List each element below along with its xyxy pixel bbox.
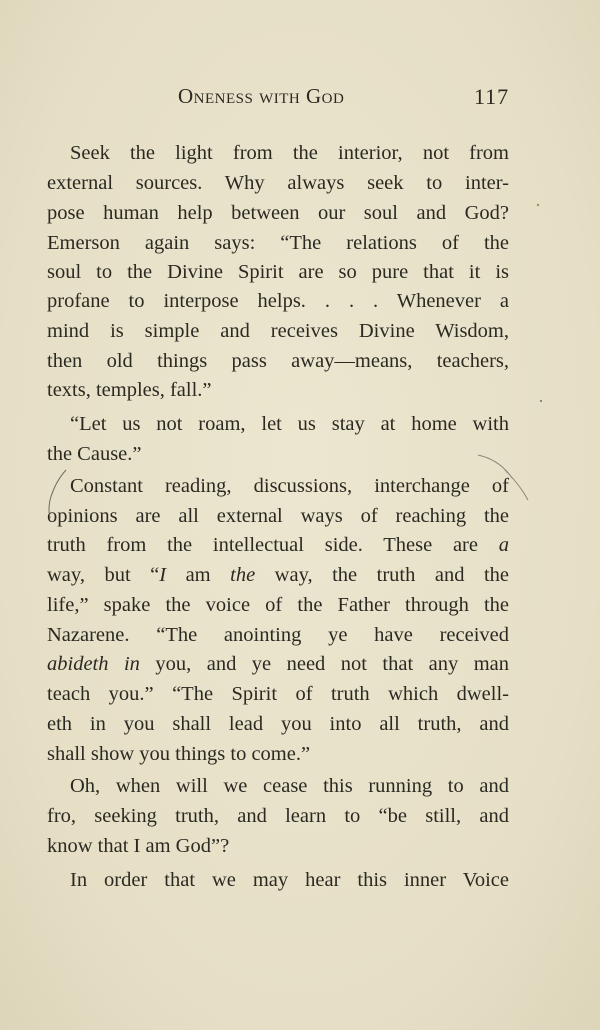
chapter-title: Oneness with God [178, 84, 345, 108]
text-line [47, 228, 509, 258]
text-segment: way, but “ [47, 564, 160, 586]
page-number: 117 [474, 84, 510, 109]
text-segment: In order that we may hear this inner Voice [70, 869, 509, 891]
text-segment: Emerson again says: “The relations of the [47, 232, 509, 254]
text-segment: teach you.” “The Spirit of truth which dwell- [47, 683, 509, 705]
text-line [47, 590, 509, 620]
text-line [47, 530, 509, 560]
italic-text: I [159, 564, 167, 586]
text-line [47, 286, 509, 316]
text-line [47, 316, 509, 346]
text-line [47, 257, 509, 287]
specks [537, 204, 539, 206]
text-segment: Constant reading, discussions, interchange of [70, 475, 509, 497]
italic-text: a [498, 534, 509, 556]
text-line [47, 679, 509, 709]
running-head [0, 84, 600, 112]
text-line [47, 739, 509, 769]
text-segment: pose human help between our soul and God? [47, 202, 509, 224]
text-segment: life,” spake the voice of the Father through the [47, 594, 509, 616]
text-segment: the Cause.” [47, 443, 142, 465]
text-line [47, 801, 509, 831]
text-segment: way, the truth and the [255, 564, 510, 586]
text-line [47, 649, 509, 679]
text-segment: opinions are all external ways of reaching the [47, 505, 509, 527]
text-line [47, 346, 509, 376]
text-segment: external sources. Why always seek to inter- [47, 172, 509, 194]
text-segment: fro, seeking truth, and learn to “be still, and [47, 805, 509, 827]
text-segment: Oh, when will we cease this running to and [70, 775, 509, 797]
text-segment: shall show you things to come.” [47, 743, 311, 765]
text-line [70, 138, 509, 168]
text-line [47, 198, 509, 228]
text-line [47, 709, 509, 739]
text-segment: profane to interpose helps. . . . Whenever a [47, 290, 509, 312]
italic-text: abideth in [47, 653, 140, 675]
text-line [70, 471, 509, 501]
text-line [47, 501, 509, 531]
text-segment: “Let us not roam, let us stay at home with [70, 413, 509, 435]
text-line [70, 409, 509, 439]
text-segment: you, and ye need not that any man [139, 653, 509, 675]
text-segment: Seek the light from the interior, not from [70, 142, 509, 164]
text-segment: truth from the intellectual side. These are [47, 534, 499, 556]
text-segment: soul to the Divine Spirit are so pure that it is [47, 261, 509, 283]
text-line [47, 439, 509, 469]
text-line [47, 168, 509, 198]
text-line [70, 771, 509, 801]
text-segment: texts, temples, fall.” [47, 379, 212, 401]
text-segment: Nazarene. “The anointing ye have received [47, 624, 509, 646]
text-line [70, 865, 509, 895]
text-line [47, 831, 509, 861]
italic-text: the [230, 564, 256, 586]
text-line [47, 620, 509, 650]
text-segment: then old things pass away—means, teachers, [47, 350, 509, 372]
text-segment: am [166, 564, 231, 586]
text-segment: eth in you shall lead you into all truth, and [47, 713, 509, 735]
text-segment: mind is simple and receives Divine Wisdom, [47, 320, 509, 342]
text-line [47, 375, 509, 405]
text-line [47, 560, 509, 590]
text-segment: know that I am God”? [47, 835, 230, 857]
